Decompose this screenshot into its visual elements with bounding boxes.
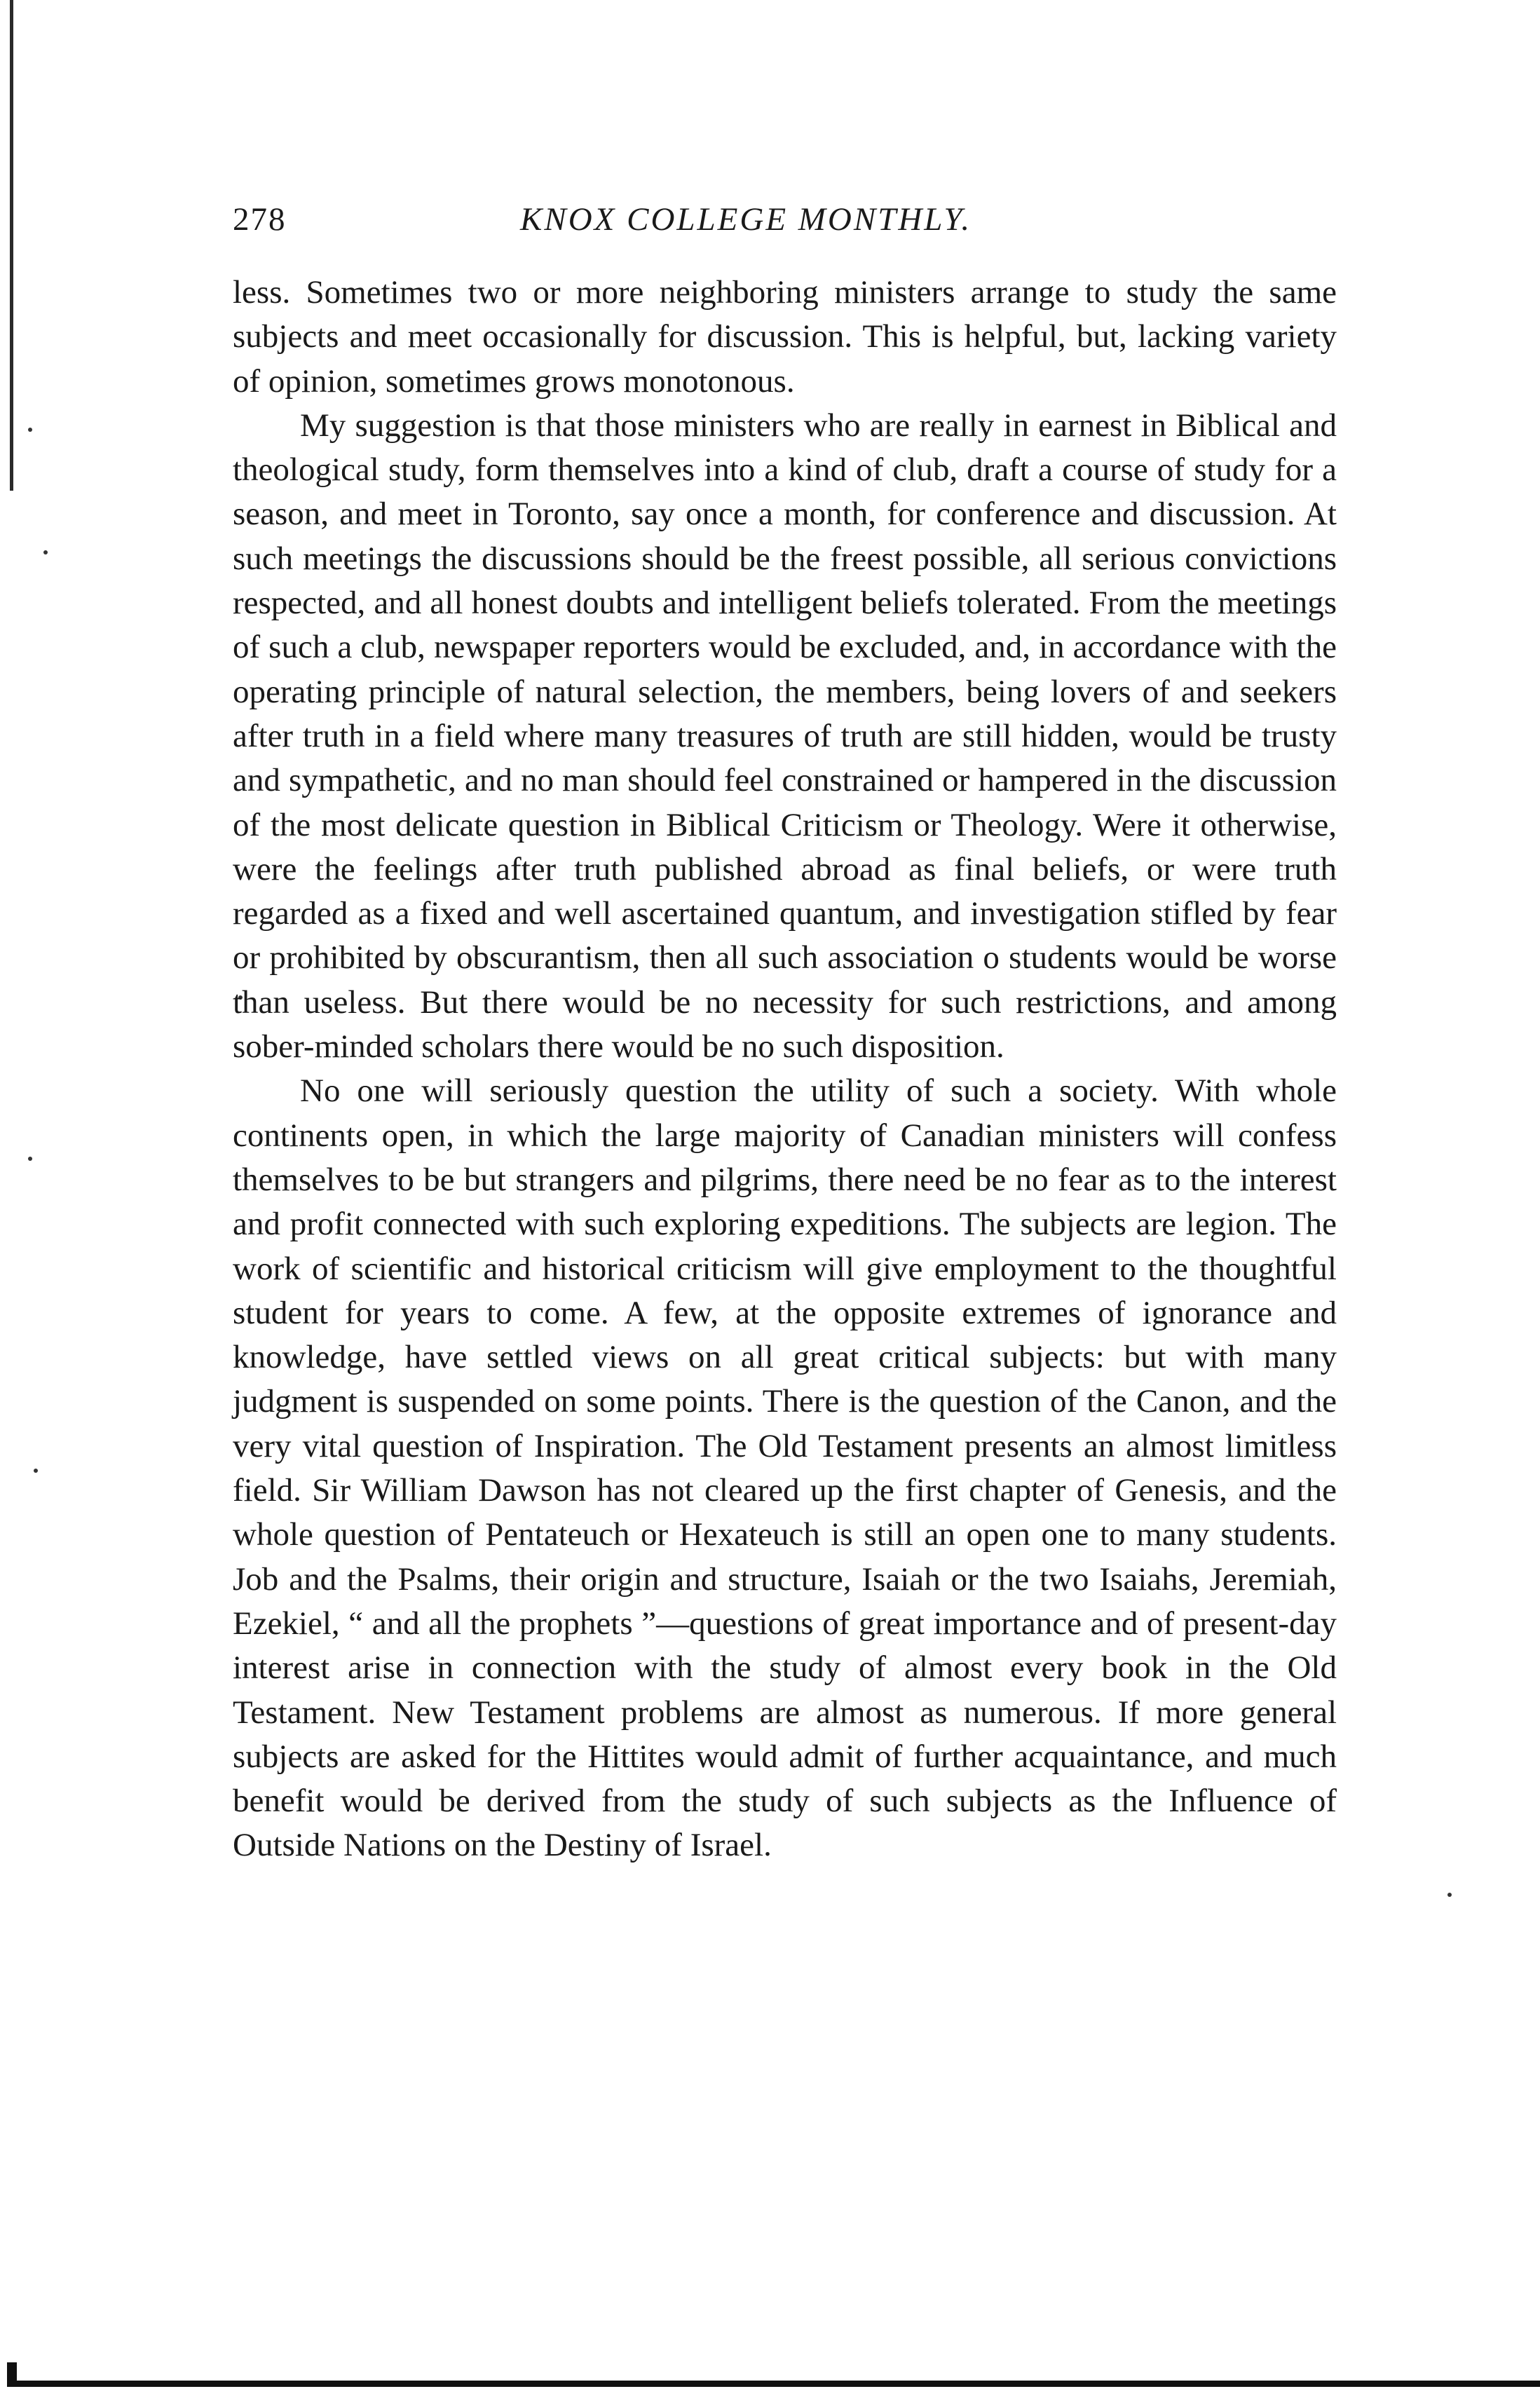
page-header bbox=[233, 195, 1337, 244]
paragraph: less. Sometimes two or more neighboring ministers arrange to study the same subjects and meet occasionally for discussion. This is helpful, but, lacking variety of opinion, sometimes grows monotonous. bbox=[233, 274, 1337, 400]
scan-speck bbox=[34, 1469, 38, 1473]
page-body bbox=[233, 271, 1337, 1868]
scan-bottom-rule bbox=[7, 2381, 1540, 2387]
scan-speck bbox=[28, 1157, 32, 1161]
scan-speck bbox=[1447, 1893, 1452, 1897]
paragraph: My suggestion is that those ministers who are really in earnest in Biblical and theological study, form themselves into a kind of club, draft a course of study for a season, and meet in Toronto, say once a month, for conference and discussion. At such meetings the discussions should be the freest possible, all serious convictions respected, and all honest doubts and intelligent beliefs tolerated. From the meetings of such a club, newspaper reporters would be excluded, and, in accordance with the operating principle of natural selection, the members, being lovers of and seekers after truth in a field where many treasures of truth are still hidden, would be trusty and sympathetic, and no man should feel constrained or hampered in the discussion of the most delicate question in Biblical Criticism or Theology. Were it otherwise, were the feelings after truth published abroad as final beliefs, or were truth regarded as a fixed and well ascertained quantum, and investigation stifled by fear or prohibited by obscurantism, then all such association o students would be worse than useless. But there would be no necessity for such restrictions, and among sober-minded scholars there would be no such disposition. bbox=[233, 407, 1337, 1066]
running-title: KNOX COLLEGE MONTHLY. bbox=[520, 201, 972, 238]
scan-speck bbox=[43, 550, 48, 554]
paragraph: No one will seriously question the utility of such a society. With whole continents open, in which the large majority of Canadian ministers will confess themselves to be but strangers and pilgrims, there need be no fear as to the interest and profit connected with such exploring expeditions. The subjects are legion. The work of scientific and historical criticism will give employment to the thoughtful student for years to come. A few, at the opposite extremes of ignorance and knowledge, have settled views on all great critical subjects: but with many judgment is suspended on some points. There is the question of the Canon, and the very vital question of Inspiration. The Old Testament presents an almost limitless field. Sir William Dawson has not cleared up the first chapter of Genesis, and the whole question of Pentateuch or Hexateuch is still an open one to many students. Job and the Psalms, their origin and structure, Isaiah or the two Isaiahs, Jeremiah, Ezekiel, “ and all the prophets ”—questions of great importance and of present-day interest arise in connection with the study of almost every book in the Old Testament. New Testament problems are almost as numerous. If more general subjects are asked for the Hittites would admit of further acquaintance, and much benefit would be derived from the study of such subjects as the Influence of Outside Nations on the Destiny of Israel. bbox=[233, 1073, 1337, 1864]
page-number: 278 bbox=[233, 201, 287, 238]
scan-edge-rule bbox=[10, 0, 13, 491]
scan-speck bbox=[28, 428, 32, 432]
